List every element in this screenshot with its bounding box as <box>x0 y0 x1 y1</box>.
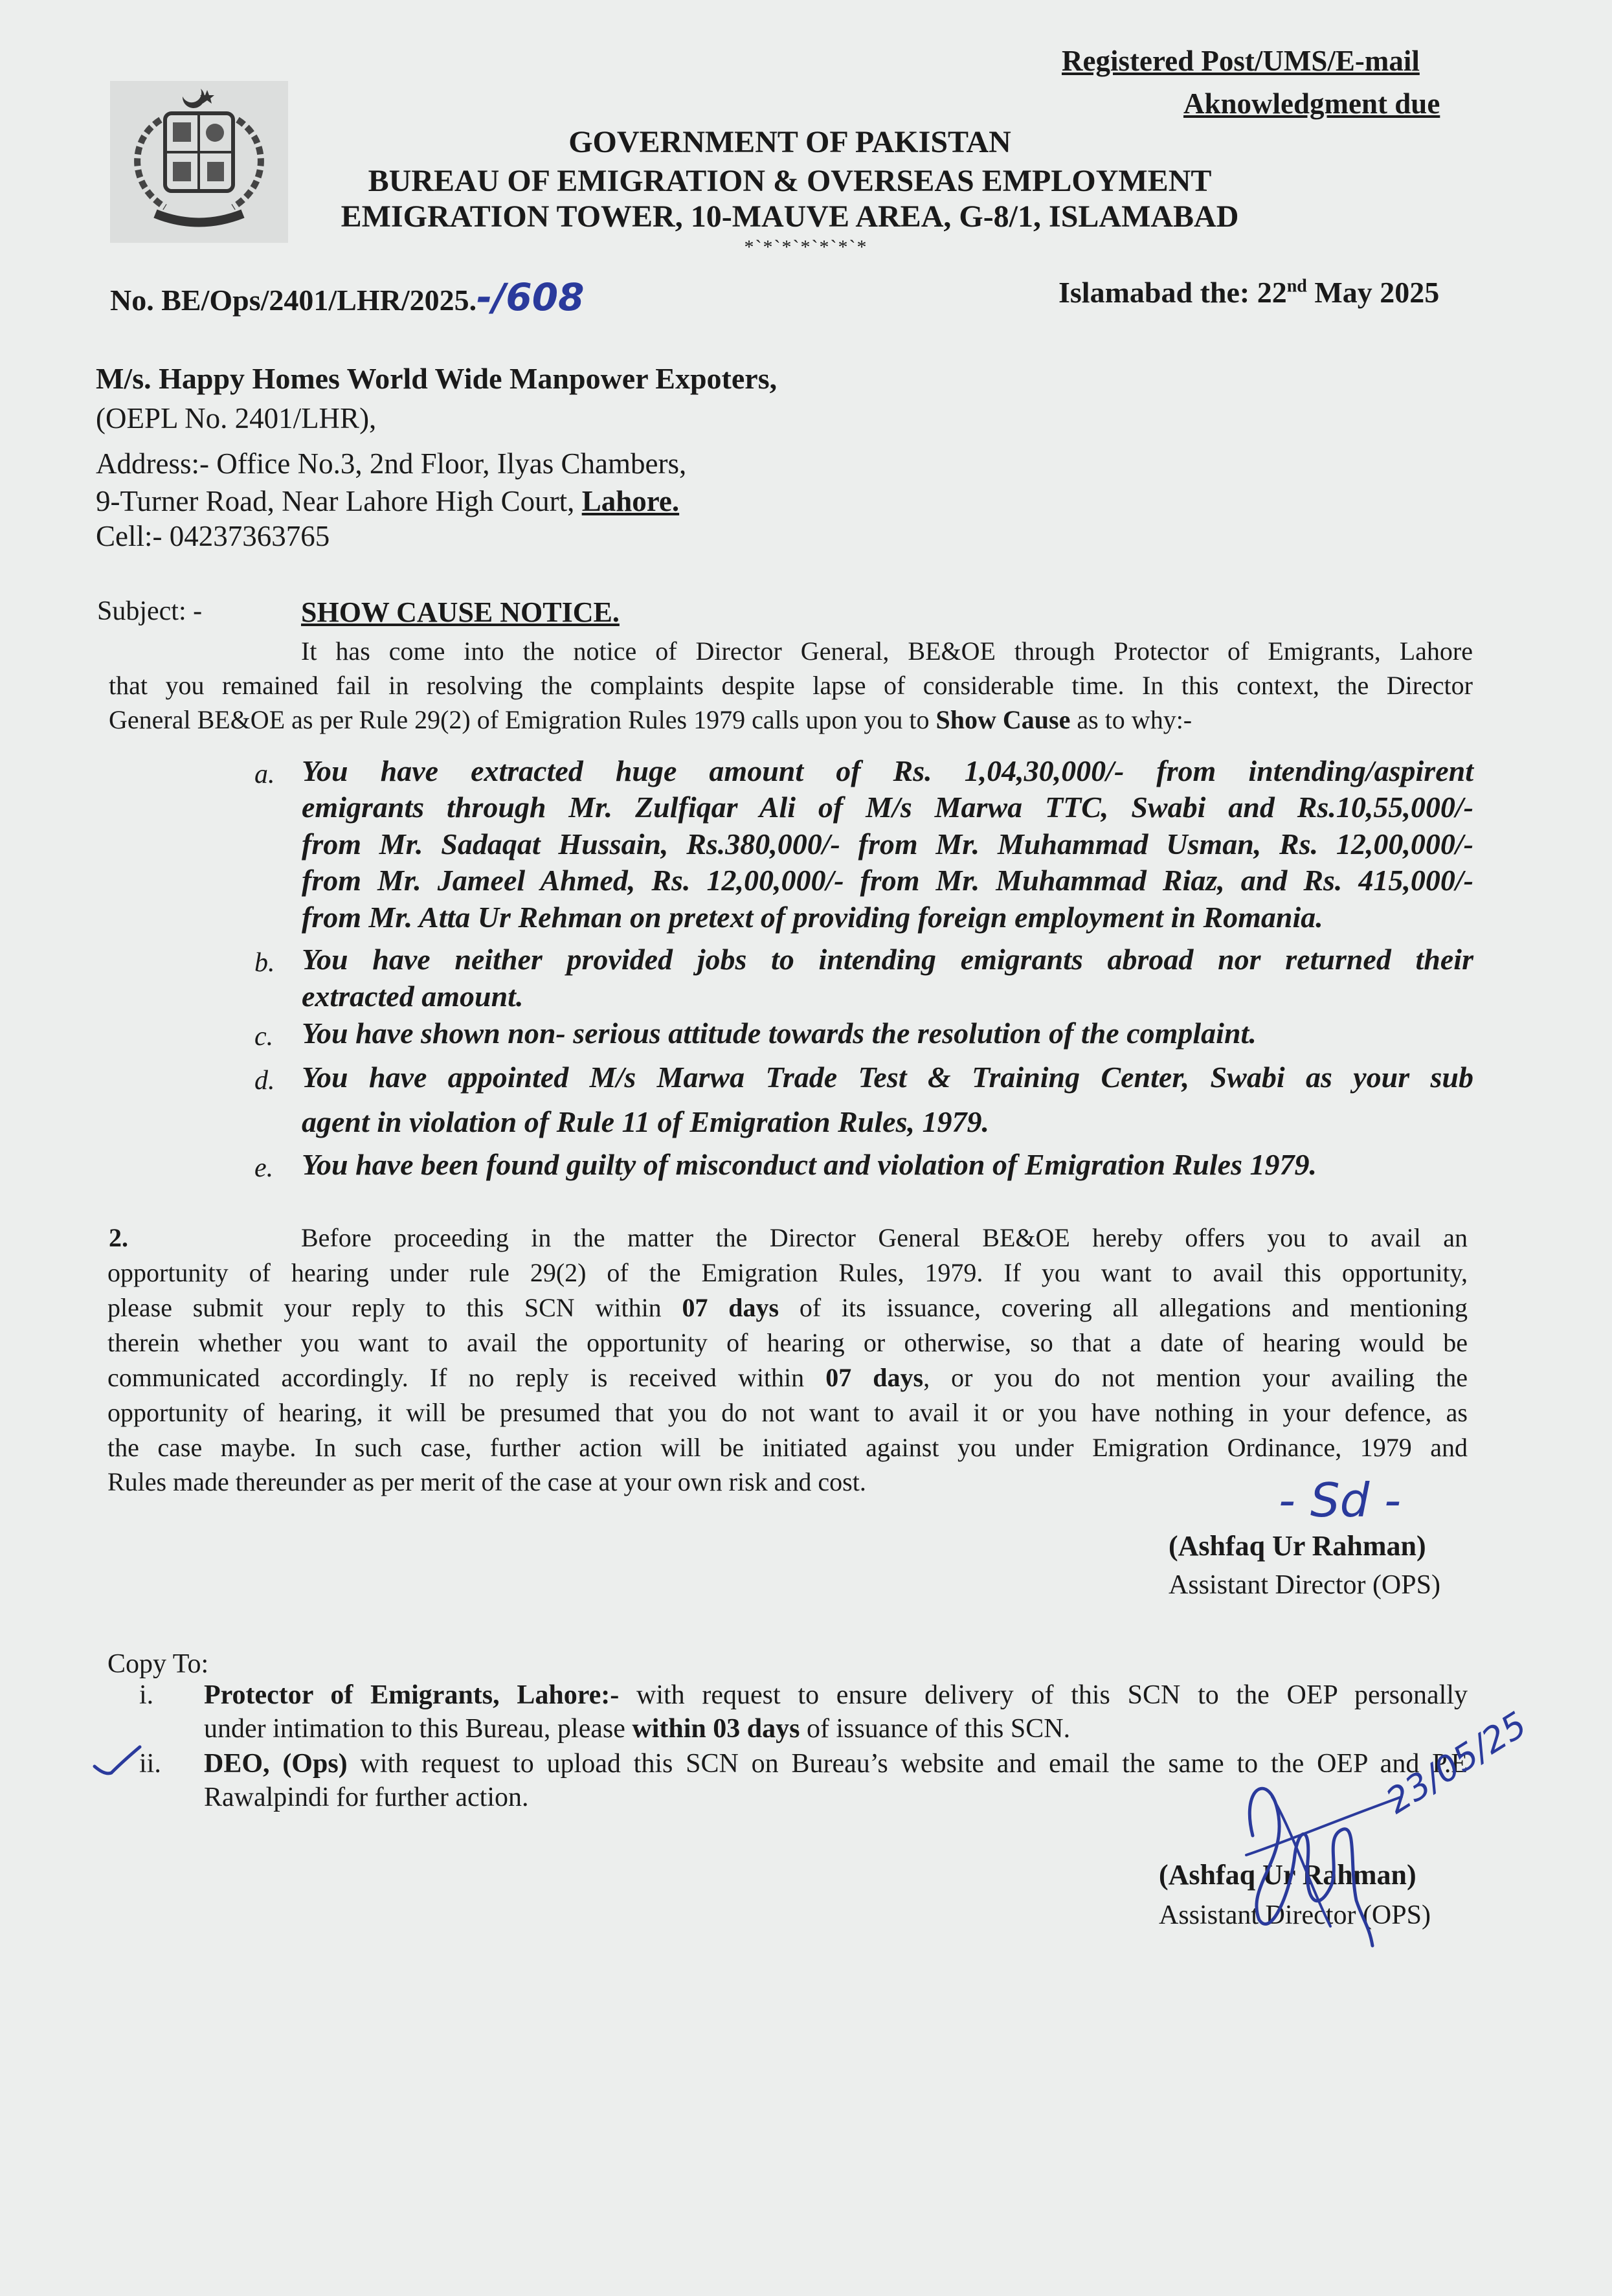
para2-line5: communicated accordingly. If no reply is received within 07 days, or you do not mention your availing the <box>107 1363 1468 1392</box>
copy-item-i-number: i. <box>139 1680 154 1710</box>
para2-line6: opportunity of hearing, it will be presumed that you do not want to avail it or you have nothing in your defence, as <box>107 1398 1468 1427</box>
reference-number: No. BE/Ops/2401/LHR/2025.-/608 <box>110 275 585 319</box>
item-b-line1: You have neither provided jobs to intending emigrants abroad nor returned their <box>302 943 1473 976</box>
para1-line1: It has come into the notice of Director General, BE&OE through Protector of Emigrants, Lahore <box>301 636 1473 666</box>
item-a-line1: You have extracted huge amount of Rs. 1,04,30,000/- from intending/aspirent <box>302 754 1473 787</box>
addressee-address-line2: 9-Turner Road, Near Lahore High Court, Lahore. <box>96 485 680 517</box>
header-bureau: BUREAU OF EMIGRATION & OVERSEAS EMPLOYMENT <box>368 164 1212 198</box>
copy-item-i-line1: Protector of Emigrants, Lahore:- with request to ensure delivery of this SCN to the OEP personally <box>204 1680 1468 1710</box>
item-c-line1: You have shown non- serious attitude towards the resolution of the complaint. <box>302 1017 1257 1050</box>
para2-line3: please submit your reply to this SCN within 07 days of its issuance, covering all allegations and mentioning <box>107 1293 1468 1322</box>
tick-mark-icon <box>92 1742 144 1784</box>
signature1-name: (Ashfaq Ur Rahman) <box>1169 1530 1426 1562</box>
subject-label: Subject: - <box>97 596 203 626</box>
item-d-label: d. <box>254 1066 275 1096</box>
copy-item-ii-number: ii. <box>139 1749 161 1779</box>
handwritten-number: -/608 <box>476 275 585 319</box>
item-a-label: a. <box>254 760 275 789</box>
header-address: EMIGRATION TOWER, 10-MAUVE AREA, G-8/1, ISLAMABAD <box>341 199 1239 234</box>
issue-date: Islamabad the: 22nd May 2025 <box>1058 276 1440 309</box>
item-a-line4: from Mr. Jameel Ahmed, Rs. 12,00,000/- from Mr. Muhammad Riaz, and Rs. 415,000/- <box>302 864 1473 897</box>
para2-line4: therein whether you want to avail the opportunity of hearing or otherwise, so that a date of hearing would be <box>107 1328 1468 1357</box>
registered-post-label: Registered Post/UMS/E-mail <box>1062 45 1420 77</box>
item-d-line2: agent in violation of Rule 11 of Emigration Rules, 1979. <box>302 1105 989 1138</box>
signature2-name: (Ashfaq Ur Rahman) <box>1159 1859 1416 1891</box>
item-b-label: b. <box>254 948 275 978</box>
acknowledgment-label: Aknowledgment due <box>1183 87 1440 120</box>
handwritten-date: 23/05/25 <box>1379 1704 1534 1822</box>
subject-title: SHOW CAUSE NOTICE. <box>301 596 620 628</box>
item-b-line2: extracted amount. <box>302 980 524 1013</box>
item-e-line1: You have been found guilty of misconduct and violation of Emigration Rules 1979. <box>302 1148 1317 1181</box>
para1-line3: General BE&OE as per Rule 29(2) of Emigration Rules 1979 calls upon you to Show Cause as to why:- <box>109 705 1192 734</box>
copy-item-i-line2: under intimation to this Bureau, please within 03 days of issuance of this SCN. <box>204 1714 1071 1744</box>
item-a-line3: from Mr. Sadaqat Hussain, Rs.380,000/- from Mr. Muhammad Usman, Rs. 12,00,000/- <box>302 827 1473 861</box>
item-c-label: c. <box>254 1022 274 1052</box>
header-government: GOVERNMENT OF PAKISTAN <box>568 125 1011 159</box>
para2-line7: the case maybe. In such case, further action will be initiated against you under Emigration Ordinance, 1979 and <box>107 1433 1468 1462</box>
para2-line2: opportunity of hearing under rule 29(2) of the Emigration Rules, 1979. If you want to avail this opportunity, <box>107 1258 1468 1287</box>
para1-line2: that you remained fail in resolving the complaints despite lapse of considerable time. In this context, the Director <box>109 671 1473 700</box>
signature2-title: Assistant Director (OPS) <box>1159 1900 1431 1930</box>
addressee-name: M/s. Happy Homes World Wide Manpower Expoters, <box>96 362 778 395</box>
header-stars: *`*`*`*`*`*`* <box>744 236 868 258</box>
item-e-label: e. <box>254 1153 274 1183</box>
addressee-address-line1: Address:- Office No.3, 2nd Floor, Ilyas Chambers, <box>96 447 687 480</box>
item-a-line2: emigrants through Mr. Zulfiqar Ali of M/s Marwa TTC, Swabi and Rs.10,55,000/- <box>302 791 1473 824</box>
para2-number: 2. <box>109 1223 128 1252</box>
item-a-line5: from Mr. Atta Ur Rehman on pretext of providing foreign employment in Romania. <box>302 901 1323 934</box>
para2-line1: Before proceeding in the matter the Director General BE&OE hereby offers you to avail an <box>301 1223 1468 1252</box>
para2-line8: Rules made thereunder as per merit of the case at your own risk and cost. <box>107 1467 866 1496</box>
addressee-cell: Cell:- 04237363765 <box>96 520 330 552</box>
copy-to-label: Copy To: <box>107 1649 209 1679</box>
signature1-title: Assistant Director (OPS) <box>1169 1570 1440 1600</box>
addressee-oepl: (OEPL No. 2401/LHR), <box>96 402 377 434</box>
sd-handwritten: - Sd - <box>1279 1473 1402 1527</box>
copy-item-ii-line2: Rawalpindi for further action. <box>204 1783 529 1812</box>
copy-item-ii-line1: DEO, (Ops) with request to upload this SCN on Bureau’s website and email the same to the OEP and P.E <box>204 1749 1468 1779</box>
item-d-line1: You have appointed M/s Marwa Trade Test & Training Center, Swabi as your sub <box>302 1061 1473 1094</box>
